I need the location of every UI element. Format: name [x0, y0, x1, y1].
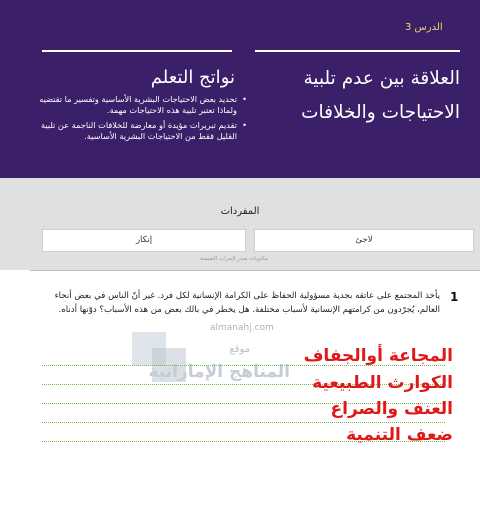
question-number: 1 [450, 290, 459, 304]
answer-text-1: المجاعة أوالجفاف [303, 346, 453, 366]
learning-outcomes-title: نواتج التعلم [150, 67, 235, 88]
watermark-site: almanahj.com [210, 323, 274, 333]
watermark-name: موقع [229, 344, 250, 355]
lesson-title-line-1: العلاقة بين عدم تلبية [303, 68, 460, 89]
answer-text-4: ضعف التنمية [346, 425, 453, 445]
vocabulary-term-refugee: لاجئ [254, 229, 474, 252]
answer-text-2: الكوارث الطبيعية [312, 373, 453, 393]
watermark-title: المناهج الإماراتية [148, 362, 290, 382]
section-divider [30, 270, 480, 271]
divider-left [42, 50, 232, 52]
learning-outcome-item: • تحديد بعض الاحتياجات البشرية الأساسية وتفسير ما تقتضيه ولماذا تعتبر تلبية هذه الاحتياجات مهمة. [22, 94, 237, 116]
answer-text-3: العنف والصراع [330, 399, 453, 419]
vocabulary-label: المفردات [220, 206, 260, 217]
answer-line [42, 422, 445, 423]
learning-outcomes-list [22, 94, 249, 146]
vocabulary-section [0, 178, 480, 270]
vocabulary-note: مكتوبات صدر الجراب النفيسة [200, 256, 268, 262]
learning-outcome-item: • تقديم تبريرات مؤيدة أو معارضة للخلافات الناجمة عن تلبية القليل فقط من الاحتياجات البشرية الأساسية. [22, 120, 237, 142]
vocabulary-term-denial: إنكار [42, 229, 246, 252]
lesson-title [262, 62, 460, 130]
lesson-title-line-2: الاحتياجات والخلافات [301, 102, 460, 123]
question-text: يأخذ المجتمع على عاتقه بجدية مسؤولية الحفاظ على الكرامة الإنسانية لكل فرد. غير أنّ الناس في بعض أنحاء العالم، يُجرّدون من كرامتهم الإنسانية لأسباب مختلفة. هل يخطر في بالك بعض من هذه الأسباب؟ دوّنها أدناه. [54, 291, 440, 315]
divider-right [255, 50, 460, 52]
lesson-number: الدرس 3 [405, 22, 443, 33]
lesson-header [0, 0, 480, 178]
